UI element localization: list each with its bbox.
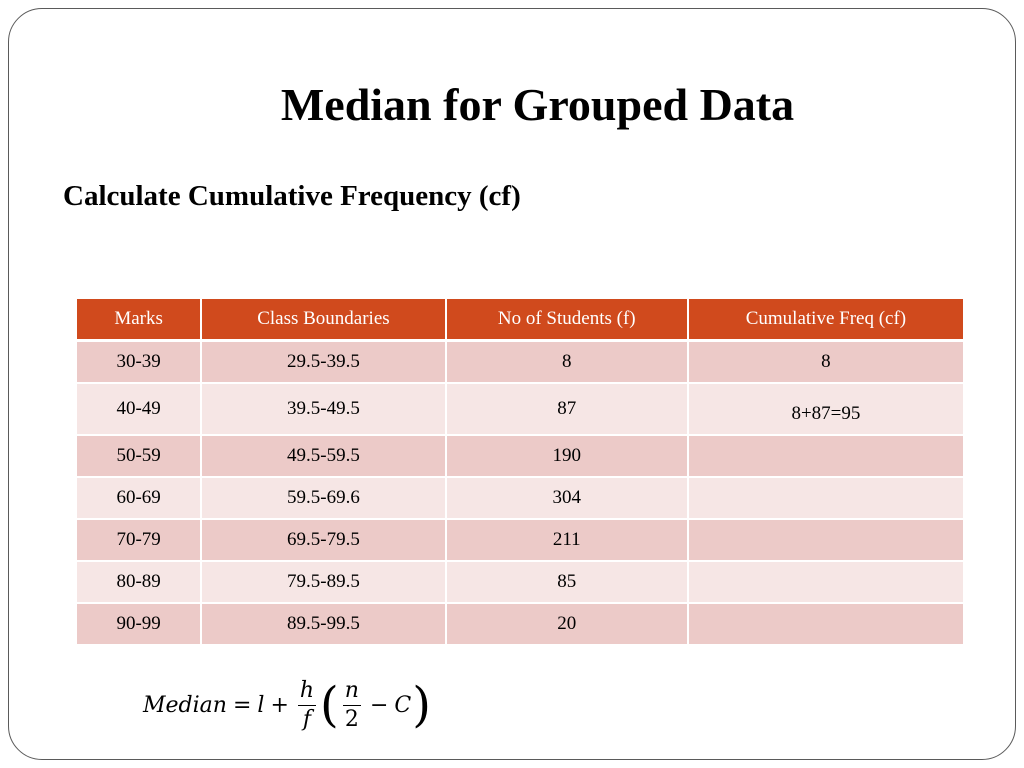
cell-boundaries: 79.5-89.5 <box>201 561 445 603</box>
slide-title: Median for Grouped Data <box>280 79 795 130</box>
formula-minus: − <box>369 692 389 718</box>
formula-fraction-n-over-2 <box>343 677 361 732</box>
cell-cf: 8 <box>688 341 963 384</box>
cell-cf <box>688 435 963 477</box>
cell-cf <box>688 477 963 519</box>
cell-students: 211 <box>446 519 688 561</box>
cell-students: 190 <box>446 435 688 477</box>
cell-marks: 40-49 <box>77 383 201 435</box>
cell-students: 20 <box>446 603 688 645</box>
cell-cf <box>688 603 963 645</box>
table-header-row <box>77 299 963 341</box>
cell-marks: 30-39 <box>77 341 201 384</box>
formula-equals: = <box>232 692 252 718</box>
cell-boundaries: 29.5-39.5 <box>201 341 445 384</box>
header-cumulative-freq: Cumulative Freq (cf) <box>688 299 963 341</box>
table-row <box>77 383 963 435</box>
cell-marks: 50-59 <box>77 435 201 477</box>
cell-marks: 90-99 <box>77 603 201 645</box>
table-row <box>77 435 963 477</box>
formula-c: C <box>394 692 412 718</box>
cell-students: 85 <box>446 561 688 603</box>
cell-boundaries: 59.5-69.6 <box>201 477 445 519</box>
frequency-table <box>77 299 963 646</box>
cell-boundaries: 89.5-99.5 <box>201 603 445 645</box>
header-no-of-students: No of Students (f) <box>446 299 688 341</box>
table-row <box>77 519 963 561</box>
formula-plus: + <box>270 692 289 718</box>
formula-n: n <box>343 680 361 706</box>
cell-cf <box>688 519 963 561</box>
table-row <box>77 477 963 519</box>
table-row <box>77 341 963 384</box>
cell-marks: 80-89 <box>77 561 201 603</box>
header-class-boundaries: Class Boundaries <box>201 299 445 341</box>
table-row <box>77 603 963 645</box>
formula-two: 2 <box>344 706 359 732</box>
cell-cf: 8+87=95 <box>688 383 963 435</box>
formula-open-paren: ( <box>320 677 339 733</box>
cell-boundaries: 39.5-49.5 <box>201 383 445 435</box>
cell-boundaries: 69.5-79.5 <box>201 519 445 561</box>
median-formula <box>143 672 432 738</box>
formula-f: f <box>302 706 312 732</box>
slide-subtitle: Calculate Cumulative Frequency (cf) <box>63 180 521 212</box>
formula-close-paren: ) <box>412 677 431 733</box>
formula-h: h <box>298 680 316 706</box>
cell-students: 8 <box>446 341 688 384</box>
formula-l: l <box>257 692 265 718</box>
formula-fraction-h-over-f <box>298 677 316 732</box>
cell-marks: 70-79 <box>77 519 201 561</box>
cell-cf <box>688 561 963 603</box>
header-marks: Marks <box>77 299 201 341</box>
cell-students: 87 <box>446 383 688 435</box>
cell-marks: 60-69 <box>77 477 201 519</box>
table-row <box>77 561 963 603</box>
cell-students: 304 <box>446 477 688 519</box>
cell-boundaries: 49.5-59.5 <box>201 435 445 477</box>
formula-median-label: Median <box>143 692 227 718</box>
